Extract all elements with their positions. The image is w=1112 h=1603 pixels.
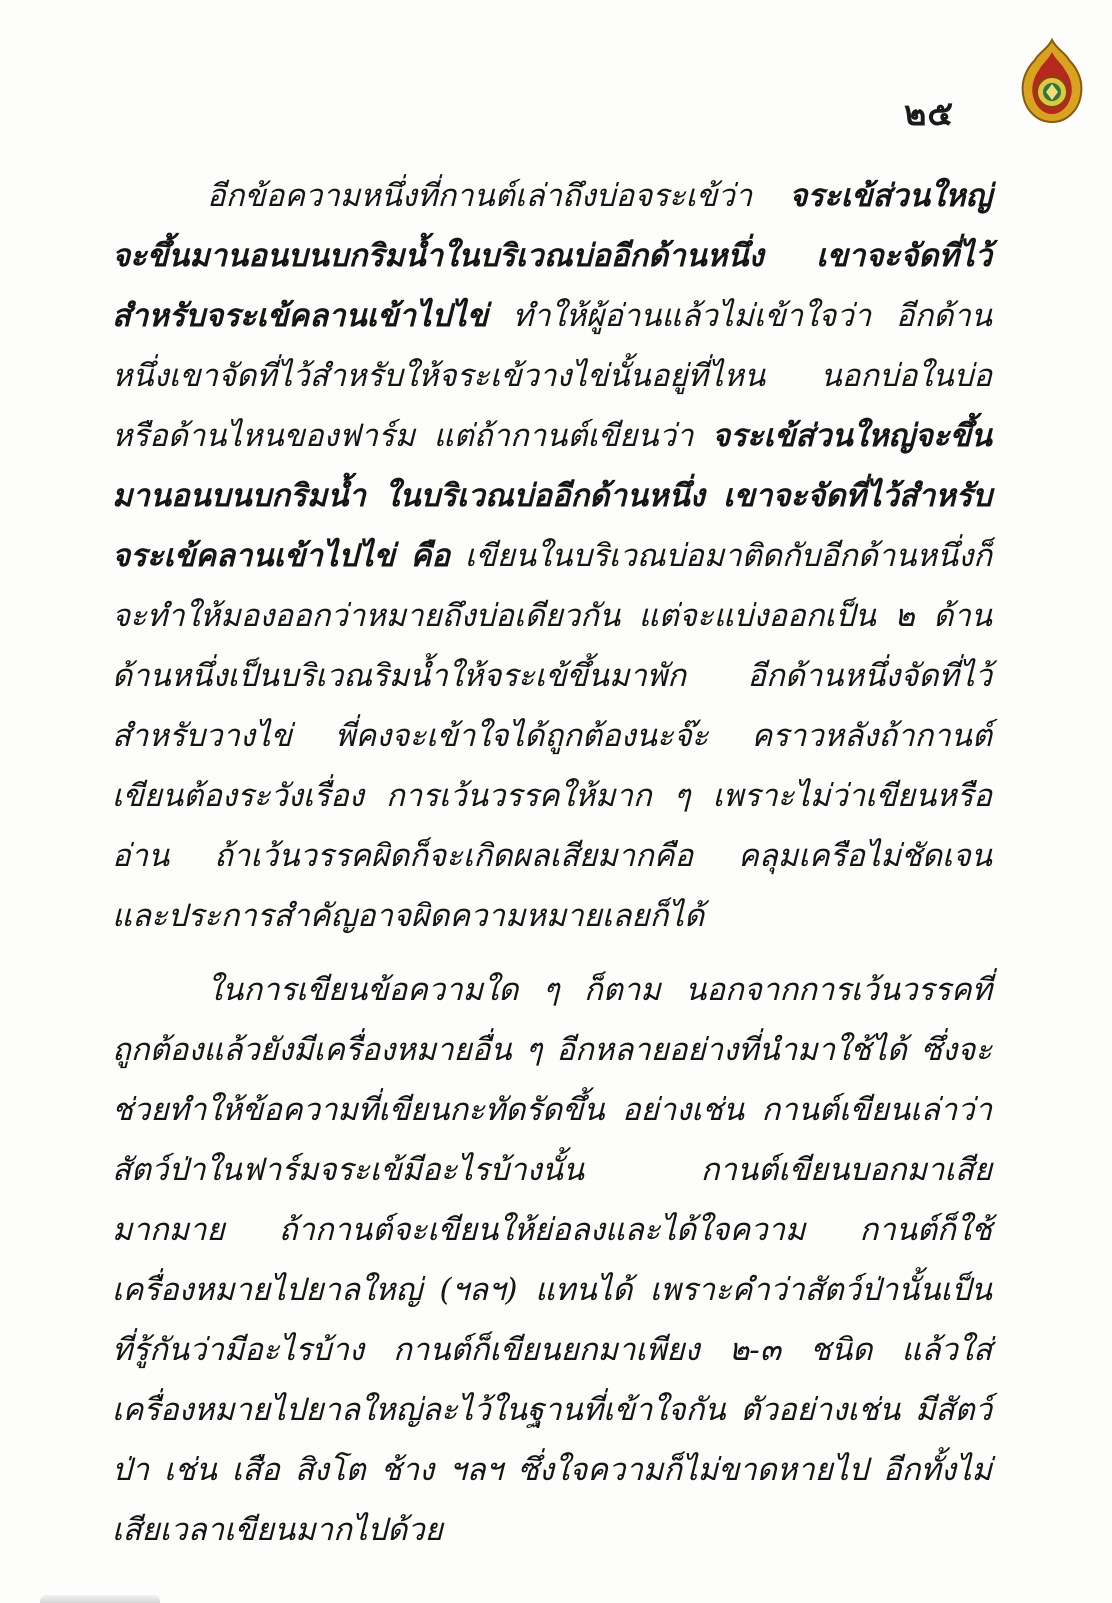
body-text — [112, 166, 992, 1560]
government-seal-icon — [1017, 38, 1087, 124]
paragraph-1 — [112, 166, 992, 946]
paragraph-2 — [112, 960, 992, 1560]
text-segment: ทำให้ผู้อ่านแล้วไม่เข้าใจว่า อีกด้านหนึ่งเขาจัดที่ไว้สำหรับให้จระเข้วางไข่นั้นอยู่ที่ไหน นอกบ่อในบ่อ หรือด้านไหนของฟาร์ม แต่ถ้ากานต์เขียนว่า — [112, 298, 992, 454]
text-segment: อีกข้อความหนึ่งที่กานต์เล่าถึงบ่อจระเข้ว่า — [207, 178, 790, 214]
text-segment: ในการเขียนข้อความใด ๆ ก็ตาม นอกจากการเว้นวรรคที่ถูกต้องแล้วยังมีเครื่องหมายอื่น ๆ อีกหลายอย่างที่นำมาใช้ได้ ซึ่งจะช่วยทำให้ข้อความที่เขียนกะทัดรัดขึ้น อย่างเช่น กานต์เขียนเล่าว่าสัตว์ป่าในฟาร์มจระเข้มีอะไรบ้างนั้น กานต์เขียนบอกมาเสียมากมาย ถ้ากานต์จะเขียนให้ย่อลงและได้ใจความ กานต์ก็ใช้เครื่องหมายไปยาลใหญ่ (ฯลฯ) แทนได้ เพราะคำว่าสัตว์ป่านั้นเป็นที่รู้กันว่ามีอะไรบ้าง กานต์ก็เขียนยกมาเพียง ๒-๓ ชนิด แล้วใส่เครื่องหมายไปยาลใหญ่ละไว้ในฐานที่เข้าใจกัน ตัวอย่างเช่น มีสัตว์ป่า เช่น เสือ สิงโต ช้าง ฯลฯ ซึ่งใจความก็ไม่ขาดหายไป อีกทั้งไม่เสียเวลาเขียนมากไปด้วย — [112, 972, 992, 1548]
text-segment: เขียนในบริเวณบ่อมาติดกับอีกด้านหนึ่งก็จะทำให้มองออกว่าหมายถึงบ่อเดียวกัน แต่จะแบ่งออกเป็น ๒ ด้าน ด้านหนึ่งเป็นบริเวณริมน้ำให้จระเข้ขึ้นมาพัก อีกด้านหนึ่งจัดที่ไว้สำหรับวางไข่ พี่คงจะเข้าใจได้ถูกต้องนะจ๊ะ คราวหลังถ้ากานต์เขียนต้องระวังเรื่อง การเว้นวรรคให้มาก ๆ เพราะไม่ว่าเขียนหรืออ่าน ถ้าเว้นวรรคผิดก็จะเกิดผลเสียมากคือ คลุมเครือไม่ชัดเจน และประการสำคัญอาจผิดความหมายเลยก็ได้ — [112, 538, 992, 934]
page-number: ๒๕ — [904, 94, 955, 134]
page-edge-shadow — [40, 1595, 160, 1603]
emphasis-segment: จระเข้ส่วนใหญ่จะขึ้นมานอนบนบกริมน้ำในบริเวณบ่ออีกด้านหนึ่ง เขาจะจัดที่ไว้สำหรับจระเข้คลานเข้าไปไข่ — [112, 178, 992, 334]
emphasis-segment: จระเข้ส่วนใหญ่จะขึ้นมานอนบนบกริมน้ำ ในบริเวณบ่ออีกด้านหนึ่ง เขาจะจัดที่ไว้สำหรับจระเข้คลานเข้าไปไข่ คือ — [112, 418, 992, 574]
